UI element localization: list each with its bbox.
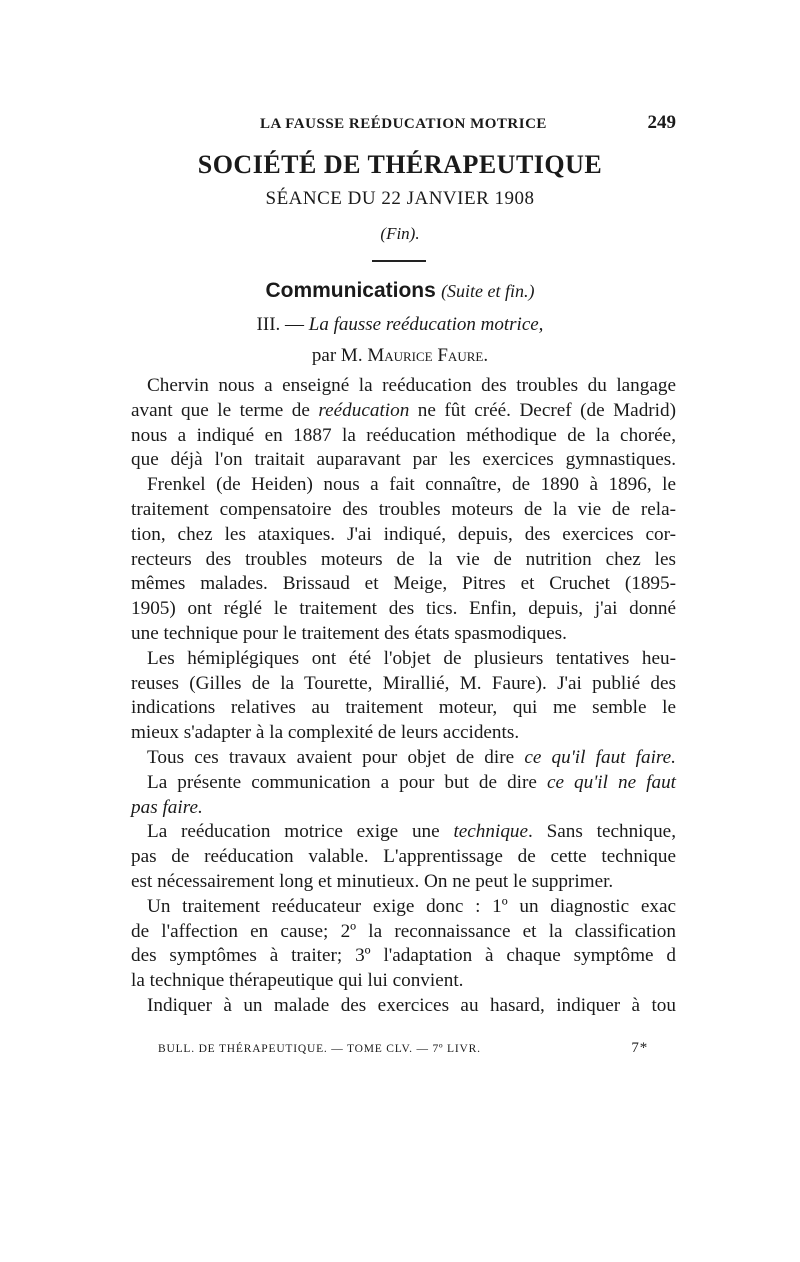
separator-rule <box>372 260 426 262</box>
author-line <box>0 345 800 367</box>
text-line: de l'affection en cause; 2º la reconnaissance et la classification <box>131 920 676 942</box>
footer-journal-info: BULL. DE THÉRAPEUTIQUE. — TOME CLV. — 7º LIVR. <box>158 1043 481 1055</box>
text-line: Un traitement reéducateur exige donc : 1º un diagnostic exac <box>147 895 676 917</box>
society-title: SOCIÉTÉ DE THÉRAPEUTIQUE <box>197 150 603 179</box>
page-footer <box>158 1040 678 1060</box>
footer-signature-mark: 7* <box>631 1040 648 1056</box>
text-line: nous a indiqué en 1887 la reéducation méthodique de la chorée, <box>131 424 676 446</box>
author-name: Maurice Faure. <box>367 345 489 366</box>
text-line: indications relatives au traitement moteur, qui me semble le <box>131 697 676 719</box>
author-prefix: par M. <box>311 345 363 366</box>
article-title-text: La fausse reéducation motrice, <box>308 314 544 335</box>
text-line: Chervin nous a enseigné la reéducation des troubles du langage <box>147 375 676 396</box>
text-line: Frenkel (de Heiden) nous a fait connaître, de 1890 à 1896, le <box>147 474 676 496</box>
text-line: 1905) ont réglé le traitement des tics. Enfin, depuis, j'ai donné <box>131 598 676 620</box>
section-heading <box>0 278 800 303</box>
page-number: 249 <box>647 112 676 133</box>
running-title: LA FAUSSE REÉDUCATION MOTRICE <box>260 116 547 132</box>
section-heading-note: (Suite et fin.) <box>441 281 535 301</box>
running-head <box>130 112 678 140</box>
section-heading-label: Communications <box>265 279 436 302</box>
text-line: La présente communication a pour but de dire ce qu'il ne faut <box>147 771 677 793</box>
text-line: que déjà l'on traitait auparavant par les exercices gymnastiques. <box>131 449 676 471</box>
text-line: traitement compensatoire des troubles moteurs de la vie de rela- <box>131 498 676 520</box>
text-line: La reéducation motrice exige une technique. Sans technique, <box>147 821 676 843</box>
text-line: mêmes malades. Brissaud et Meige, Pitres et Cruchet (1895- <box>131 573 676 595</box>
text-line: pas de reéducation valable. L'apprentissage de cette technique <box>131 846 676 868</box>
text-line: une technique pour le traitement des états spasmodiques. <box>131 622 567 644</box>
text-line: mieux s'adapter à la complexité de leurs accidents. <box>131 722 520 744</box>
text-line: avant que le terme de reéducation ne fût créé. Decref (de Madrid) <box>131 399 676 421</box>
text-line: est nécessairement long et minutieux. On ne peut le supprimer. <box>131 870 614 892</box>
body-text <box>131 374 676 1019</box>
text-line: tion, chez les ataxiques. J'ai indiqué, depuis, des exercices cor- <box>131 523 676 545</box>
text-line: la technique thérapeutique qui lui convient. <box>131 970 464 992</box>
text-line: Tous ces travaux avaient pour objet de dire ce qu'il faut faire. <box>147 746 676 768</box>
article-number: III. — <box>256 314 305 335</box>
article-title <box>0 314 800 336</box>
fin-note: (Fin). <box>380 224 420 243</box>
text-line: pas faire. <box>131 796 203 818</box>
text-line: recteurs des troubles moteurs de la vie de nutrition chez les <box>131 548 676 570</box>
text-line: reuses (Gilles de la Tourette, Mirallié, M. Faure). J'ai publié des <box>131 672 676 694</box>
text-line: des symptômes à traiter; 3º l'adaptation à chaque symptôme d <box>131 945 676 967</box>
session-date: SÉANCE DU 22 JANVIER 1908 <box>265 188 535 209</box>
text-line: Les hémiplégiques ont été l'objet de plusieurs tentatives heu- <box>147 647 676 669</box>
text-line: Indiquer à un malade des exercices au hasard, indiquer à tou <box>147 994 676 1016</box>
